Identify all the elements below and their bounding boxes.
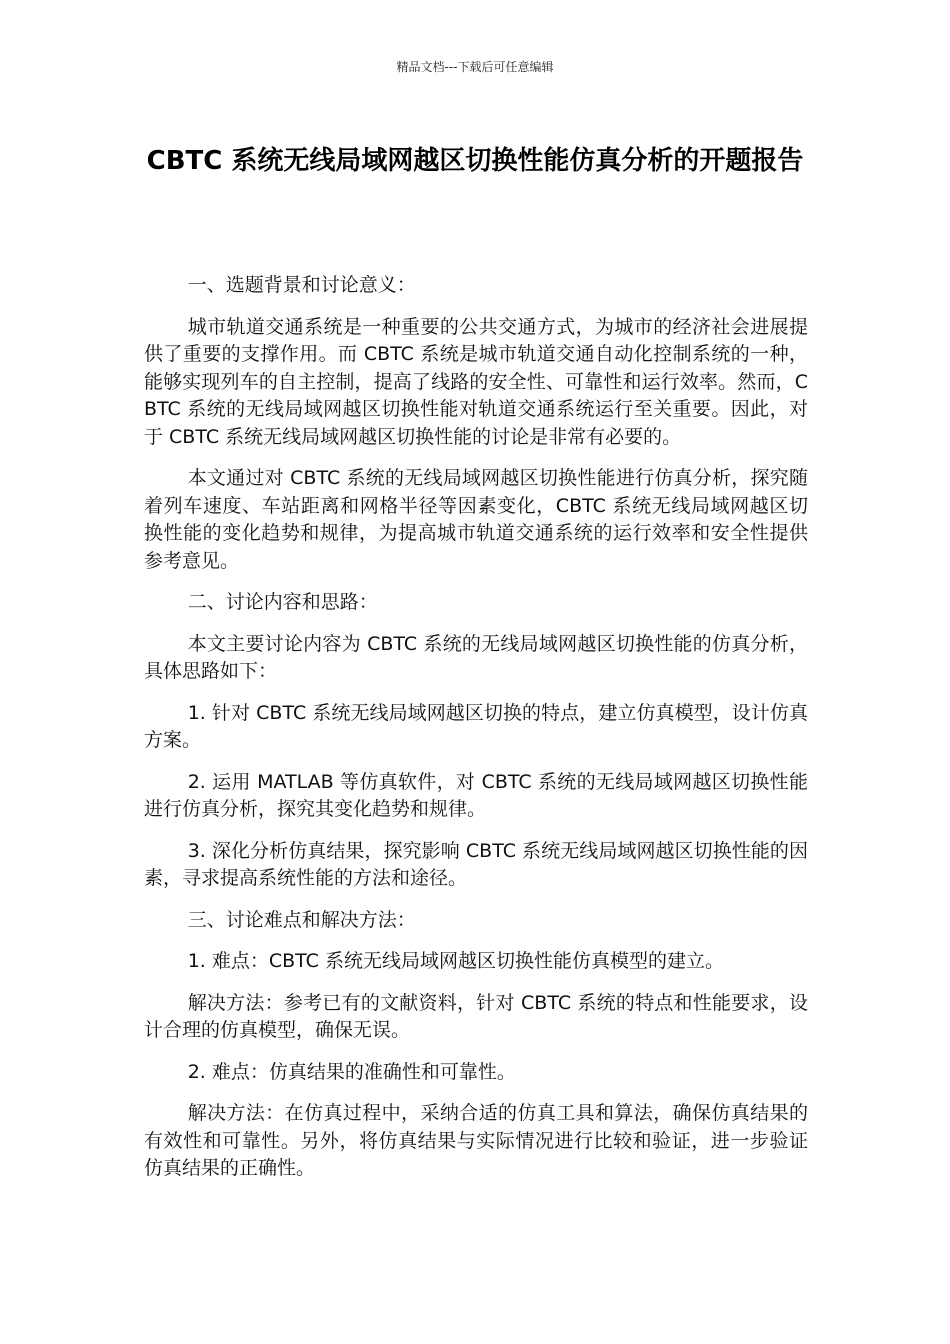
section-heading-background: 一、选题背景和讨论意义：: [187, 274, 416, 296]
header-note: 精品文档---下载后可任意编辑: [396, 60, 554, 74]
document-title: CBTC 系统无线局域网越区切换性能仿真分析的开题报告: [146, 146, 804, 176]
list-item-step-2: 2. 运用 MATLAB 等仿真软件，对 CBTC 系统的无线局域网越区切换性能进行仿真分析，探究其变化趋势和规律。: [144, 770, 808, 820]
paragraph-background-2: 本文通过对 CBTC 系统的无线局域网越区切换性能进行仿真分析，探究随着列车速度、车站距离和网格半径等因素变化，CBTC 系统无线局域网越区切换性能的变化趋势和规律，为提高城市轨道交通系统的运行效率和安全性提供参考意见。: [144, 467, 808, 572]
section-heading-difficulties: 三、讨论难点和解决方法：: [187, 908, 416, 931]
solution-2: 解决方法：在仿真过程中，采纳合适的仿真工具和算法，确保仿真结果的有效性和可靠性。另外，将仿真结果与实际情况进行比较和验证，进一步验证仿真结果的正确性。: [144, 1102, 808, 1179]
paragraph-content-intro: 本文主要讨论内容为 CBTC 系统的无线局域网越区切换性能的仿真分析，具体思路如下：: [144, 632, 808, 682]
document-body: [144, 272, 808, 1197]
list-item-step-3: 3. 深化分析仿真结果，探究影响 CBTC 系统无线局域网越区切换性能的因素，寻求提高系统性能的方法和途径。: [144, 839, 808, 889]
difficulty-2: 2. 难点：仿真结果的准确性和可靠性。: [187, 1060, 516, 1083]
solution-1: 解决方法：参考已有的文献资料，针对 CBTC 系统的特点和性能要求，设计合理的仿真模型，确保无误。: [144, 991, 808, 1041]
paragraph-background-1: 城市轨道交通系统是一种重要的公共交通方式，为城市的经济社会进展提供了重要的支撑作用。而 CBTC 系统是城市轨道交通自动化控制系统的一种，能够实现列车的自主控制，提高了线路的安全性、可靠性和运行效率。然而，CBTC 系统的无线局域网越区切换性能对轨道交通系统运行至关重要。因此，对于 CBTC 系统无线局域网越区切换性能的讨论是非常有必要的。: [144, 315, 808, 448]
section-heading-content: 二、讨论内容和思路：: [187, 591, 378, 613]
list-item-step-1: 1. 针对 CBTC 系统无线局域网越区切换的特点，建立仿真模型，设计仿真方案。: [144, 701, 808, 751]
difficulty-1: 1. 难点：CBTC 系统无线局域网越区切换性能仿真模型的建立。: [187, 950, 724, 972]
